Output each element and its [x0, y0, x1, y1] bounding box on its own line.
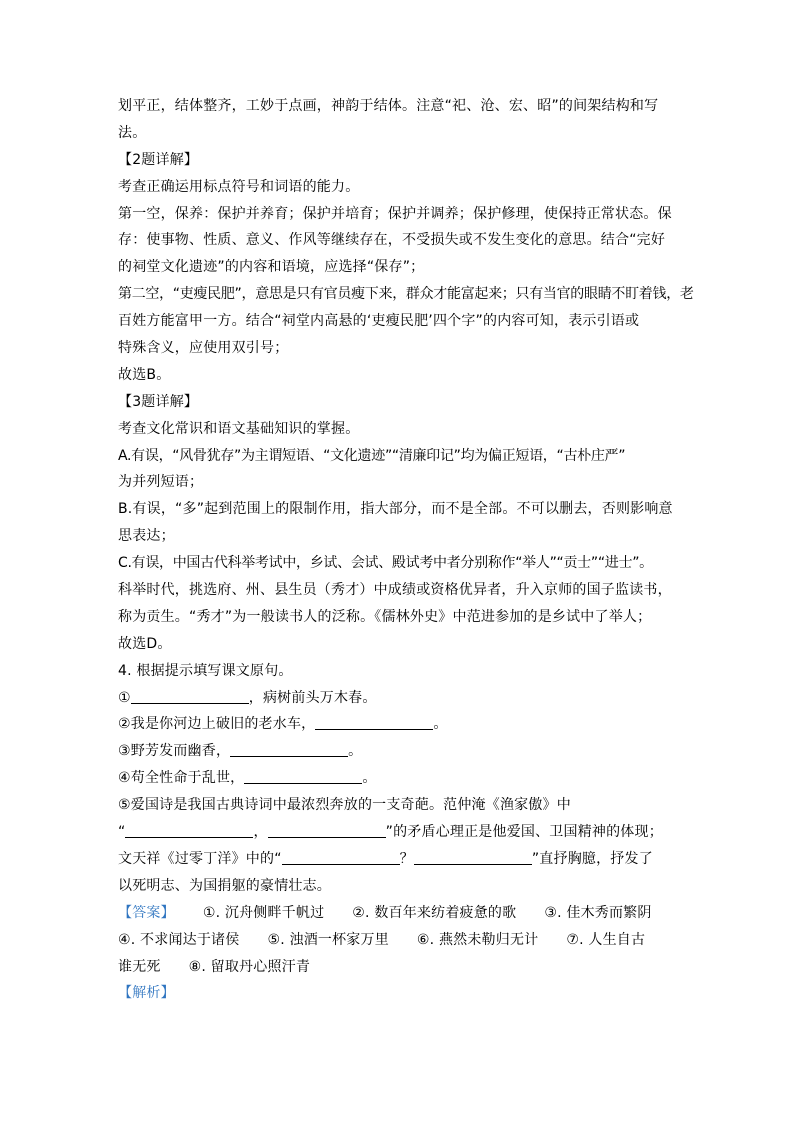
text-line: 考查正确运用标点符号和词语的能力。	[118, 178, 360, 195]
text-line: 为并列短语；	[118, 474, 204, 491]
answer-item: ④. 不求闻达于诸侯	[118, 931, 240, 948]
text-line: 百姓方能富甲一方。结合“祠堂内高悬的‘吏瘦民肥’四个字”的内容可知，表示引语或	[118, 313, 640, 330]
answer-blank	[131, 689, 249, 704]
item-text: ”的矛盾心理正是他爱国、卫国精神的体现；	[385, 824, 663, 841]
text-line: 考查文化常识和语文基础知识的掌握。	[118, 420, 360, 437]
analysis-label: 【解析】	[118, 985, 175, 1002]
item-number: ①	[118, 689, 131, 706]
answer-blank	[268, 823, 386, 838]
text-line: 存：使事物、性质、意义、作风等继续存在，不受损失或不发生变化的意思。结合“完好	[118, 232, 666, 249]
item-text: ③野芳发而幽香，	[118, 743, 231, 760]
answer-item: ⑦. 人生自古	[566, 931, 646, 948]
item-text: ②我是你河边上破旧的老水车，	[118, 716, 316, 733]
answer-blank	[315, 715, 433, 730]
text-line: 第一空，保养：保护并养育；保护并培育；保护并调养；保护修理，使保持正常状态。保	[118, 205, 672, 222]
document-page	[118, 93, 698, 1007]
text-line: C.有误，中国古代科举考试中，乡试、会试、殿试考中者分别称作“举人”“贡士”“进士”。	[118, 555, 653, 572]
answer-blank	[414, 850, 532, 865]
answer-item: ⑤. 浊酒一杯家万里	[267, 931, 389, 948]
fill-item-5-line4: 以死明志、为国捐躯的豪情壮志。	[118, 877, 331, 894]
answer-item: ⑥. 燕然未勒归无计	[416, 931, 539, 948]
answer-blank	[230, 742, 348, 757]
answer-item: ③. 佳木秀而繁阴	[544, 904, 652, 921]
text-line: 第二空，“吏瘦民肥”，意思是只有官员瘦下来，群众才能富起来；只有当官的眼睛不盯着钱，老	[118, 286, 694, 303]
text-line: 的祠堂文化遗迹”的内容和语境，应选择“保存”；	[118, 259, 425, 276]
quote-mark: “	[118, 824, 126, 841]
item-text: ④苟全性命于乱世，	[118, 770, 245, 787]
item-text: 。	[433, 716, 448, 733]
text-line: 特殊含义，应使用双引号；	[118, 340, 289, 357]
text-line: 划平正，结体整齐，工妙于点画，神韵于结体。注意“祀、沧、宏、昭”的间架结构和写	[118, 98, 659, 114]
answer-label: 【答案】	[118, 904, 175, 921]
q2-heading: 【2题详解】	[118, 151, 199, 168]
comma: ，	[253, 824, 268, 841]
fill-item-2	[118, 711, 698, 738]
answer-item: ①. 沉舟侧畔千帆过	[202, 904, 325, 921]
item-text: ”直抒胸臆，抒发了	[531, 850, 653, 867]
fill-item-5-line3	[118, 846, 698, 873]
q3-heading: 【3题详解】	[118, 393, 199, 410]
text-line: A.有误，“风骨犹存”为主谓短语、“文化遗迹”“清廉印记”均为偏正短语，“古朴庄严”	[118, 447, 626, 464]
answer-blank	[282, 850, 400, 865]
answer-item: ⑧. 留取丹心照汗青	[188, 958, 311, 975]
item-text: 。	[348, 743, 363, 760]
q4-title: 4. 根据提示填写课文原句。	[118, 662, 293, 679]
fill-item-1	[118, 685, 698, 712]
answer-blank	[125, 823, 253, 838]
fill-item-5: ⑤爱国诗是我国古典诗词中最浓烈奔放的一支奇葩。范仲淹《渔家傲》中	[118, 797, 571, 814]
fill-item-3	[118, 738, 698, 765]
text-line: 故选B。	[118, 366, 171, 383]
item-text: 。	[362, 770, 377, 787]
text-line: 故选D。	[118, 635, 172, 652]
answer-line-1	[118, 900, 698, 927]
text-line: 称为贡生。“秀才”为一般读书人的泛称。《儒林外史》中范进参加的是乡试中了举人；	[118, 608, 652, 625]
text-line: B.有误，“多”起到范围上的限制作用，指大部分，而不是全部。不可以删去，否则影响意	[118, 501, 673, 518]
text-line: 法。	[118, 124, 147, 141]
item-text: ，病树前头万木春。	[248, 689, 377, 706]
answer-line-2	[118, 927, 698, 954]
question-mark: ？	[399, 850, 414, 867]
text-line: 思表达；	[118, 528, 175, 545]
text-line: 科举时代，挑选府、州、县生员（秀才）中成绩或资格优异者，升入京师的国子监读书，	[118, 582, 672, 599]
fill-item-5-line2	[118, 819, 698, 846]
answer-item: ②. 数百年来纺着疲惫的歌	[352, 904, 517, 921]
answer-line-3	[118, 954, 698, 981]
fill-item-4	[118, 765, 698, 792]
answer-item: 谁无死	[118, 958, 161, 975]
item-text: 文天祥《过零丁洋》中的“	[118, 850, 282, 867]
answer-blank	[244, 769, 362, 784]
